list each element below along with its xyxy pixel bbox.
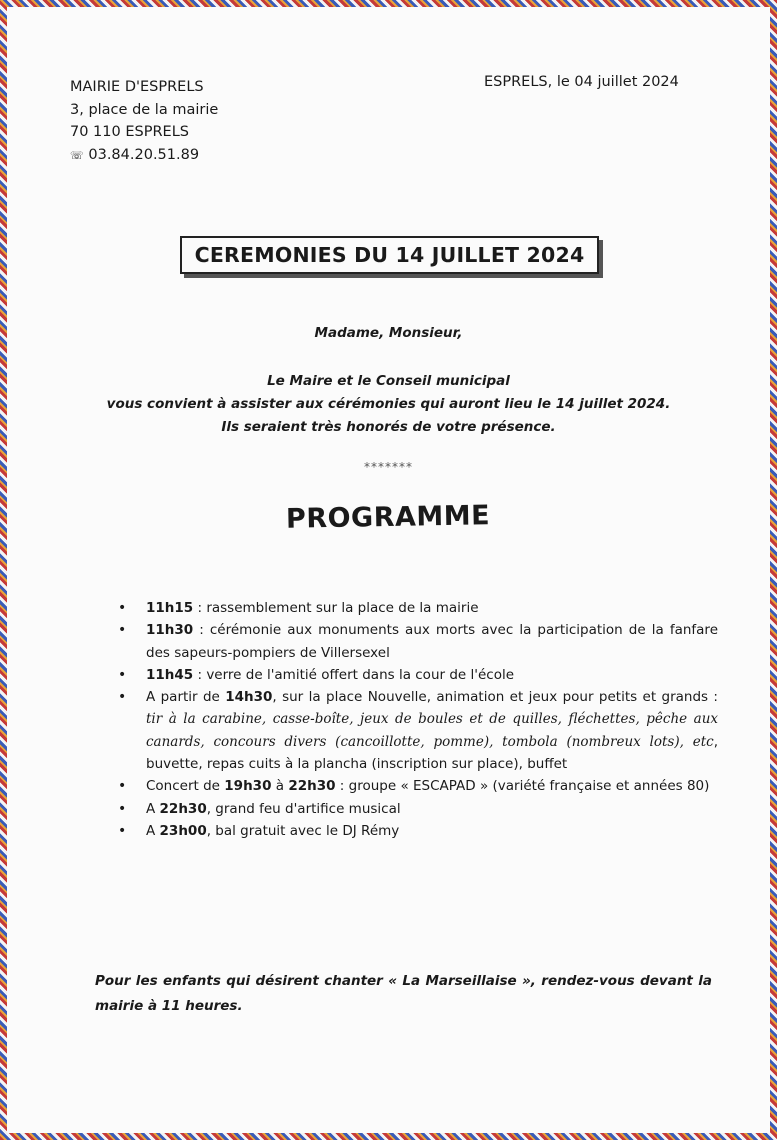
program-middle: à — [271, 778, 289, 795]
bullet-icon: • — [118, 822, 127, 839]
intro-line: vous convient à assister aux cérémonies qui auront lieu le 14 juillet 2024. — [106, 396, 671, 412]
program-text: : cérémonie aux monuments aux morts avec la participation de la fanfare des sapeurs-pompiers de Villersexel — [146, 622, 718, 661]
program-games: tir à la carabine, casse-boîte, jeux de boules et de quilles, fléchettes, pêche aux canards, concours divers (cancoillotte, pomme), tombola (nombreux lots), etc — [146, 711, 718, 750]
program-text: , sur la place Nouvelle, animation et jeux pour petits et grands : — [272, 689, 718, 706]
sender-block — [70, 76, 218, 167]
program-time: 11h30 — [146, 622, 194, 639]
program-suffix: , buvette, repas cuits à la plancha (inscription sur place), buffet — [146, 733, 718, 773]
program-item — [118, 775, 718, 797]
program-time: 23h00 — [159, 822, 207, 839]
bullet-icon: • — [118, 666, 127, 683]
program-prefix: A partir de — [146, 689, 226, 706]
phone-icon: ☏ — [70, 148, 84, 162]
program-time: 11h15 — [146, 600, 194, 616]
program-text: , bal gratuit avec le DJ Rémy — [206, 822, 400, 839]
program-item — [118, 619, 718, 664]
page-title: CEREMONIES DU 14 JUILLET 2024 — [194, 243, 585, 267]
phone-line — [70, 144, 218, 168]
closing-note: Pour les enfants qui désirent chanter « La Marseillaise », rendez-vous devant la mairie à 11 heures. — [95, 973, 712, 1014]
date-line: ESPRELS, le 04 juillet 2024 — [484, 74, 679, 90]
program-heading: PROGRAMME — [286, 500, 491, 535]
bullet-icon: • — [118, 689, 127, 706]
program-text: : rassemblement sur la place de la mairie — [193, 600, 479, 616]
bullet-icon: • — [118, 778, 127, 795]
program-prefix: A — [146, 822, 160, 839]
program-prefix: Concert de — [146, 778, 225, 795]
program-prefix: A — [146, 800, 160, 817]
program-text: : groupe « ESCAPAD » (variété française et années 80) — [335, 778, 710, 795]
sender-line: MAIRIE D'ESPRELS — [70, 79, 204, 95]
program-item — [118, 798, 718, 820]
star-separator: ******* — [364, 460, 413, 474]
program-text: , grand feu d'artifice musical — [206, 800, 401, 817]
program-item — [118, 597, 718, 619]
program-item — [118, 664, 718, 686]
program-time: 19h30 — [224, 778, 272, 795]
sender-line: 3, place de la mairie — [70, 101, 219, 118]
bullet-icon: • — [118, 622, 127, 639]
program-text: : verre de l'amitié offert dans la cour de l'école — [193, 666, 515, 683]
program-item — [118, 820, 718, 842]
bullet-icon: • — [118, 800, 127, 817]
intro-paragraph — [40, 370, 737, 439]
bullet-icon: • — [118, 600, 127, 616]
title-box — [180, 236, 599, 274]
program-time: 22h30 — [159, 800, 207, 817]
intro-line: Le Maire et le Conseil municipal — [267, 373, 510, 389]
sender-line: 70 110 ESPRELS — [70, 124, 189, 140]
program-item — [118, 686, 718, 775]
program-heading-wrap — [0, 502, 777, 533]
phone-number: 03.84.20.51.89 — [88, 146, 200, 163]
program-time: 14h30 — [225, 689, 273, 706]
program-time: 22h30 — [288, 778, 336, 795]
intro-line: Ils seraient très honorés de votre présence. — [221, 419, 556, 435]
program-list — [118, 597, 718, 842]
greeting: Madame, Monsieur, — [314, 325, 463, 341]
program-time: 11h45 — [146, 666, 194, 683]
